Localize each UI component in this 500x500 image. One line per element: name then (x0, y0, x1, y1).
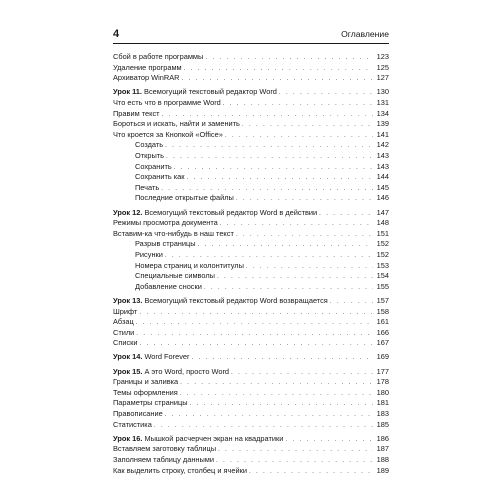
toc-entry-title (113, 367, 229, 378)
toc-entry-text: Шрифт (113, 306, 138, 316)
dot-leader (139, 308, 373, 319)
toc-entry-text: Статистика (113, 419, 152, 429)
toc-page-number: 139 (376, 119, 389, 129)
toc-page-number: 187 (376, 444, 389, 454)
toc-page-number: 144 (376, 172, 389, 182)
table-of-contents (113, 52, 389, 476)
toc-page-number: 189 (376, 465, 389, 475)
dot-leader (223, 99, 373, 110)
dot-leader (154, 421, 373, 432)
toc-page-number: 127 (376, 73, 389, 83)
lesson-label: Урок 13. (113, 295, 143, 305)
toc-entry (113, 455, 389, 466)
toc-entry (113, 317, 389, 328)
toc-entry-text: А это Word, просто Word (144, 366, 230, 376)
toc-entry (113, 229, 389, 240)
toc-page-number: 148 (376, 218, 389, 228)
toc-page-number: 147 (376, 207, 389, 217)
toc-entry-title (135, 250, 163, 261)
toc-page-number: 143 (376, 150, 389, 160)
dot-leader (285, 435, 373, 446)
toc-entry-title (113, 352, 189, 363)
dot-leader (236, 194, 373, 205)
dot-leader (180, 378, 373, 389)
toc-page-number: 131 (376, 97, 389, 107)
toc-page-number: 178 (376, 377, 389, 387)
dot-leader (165, 410, 373, 421)
toc-page-number: 152 (376, 249, 389, 259)
toc-lesson-entry (113, 87, 389, 98)
toc-entry-title (113, 73, 179, 84)
toc-entry-title (135, 239, 196, 250)
toc-lesson-entry (113, 434, 389, 445)
toc-entry (113, 218, 389, 229)
toc-entry-title (135, 183, 159, 194)
toc-page-number: 177 (376, 366, 389, 376)
toc-entry-text: Всемогущий текстовый редактор Word в действии (144, 207, 318, 217)
dot-leader (217, 272, 373, 283)
toc-subentry (113, 261, 389, 272)
toc-entry (113, 466, 389, 477)
dot-leader (136, 318, 373, 329)
toc-entry (113, 109, 389, 120)
toc-entry (113, 52, 389, 63)
page-header (113, 29, 389, 44)
toc-page-number: 152 (376, 239, 389, 249)
dot-leader (231, 368, 373, 379)
toc-subentry (113, 162, 389, 173)
dot-leader (242, 120, 373, 131)
dot-leader (181, 74, 373, 85)
toc-entry-text: Архиватор WinRAR (113, 73, 180, 83)
toc-subentry (113, 250, 389, 261)
dot-leader (220, 219, 373, 230)
toc-entry-text: Всемогущий текстовый редактор Word возвращается (144, 295, 328, 305)
toc-entry-text: Специальные символы (135, 271, 215, 281)
lesson-label: Урок 16. (113, 433, 143, 443)
toc-entry-text: Правим текст (113, 108, 160, 118)
toc-entry-title (113, 338, 138, 349)
toc-page-number: 157 (376, 295, 389, 305)
toc-page-number: 125 (376, 62, 389, 72)
toc-entry-text: Сохранить (135, 161, 172, 171)
toc-entry-title (135, 193, 234, 204)
dot-leader (236, 230, 373, 241)
toc-page-number: 186 (376, 433, 389, 443)
toc-entry-title (113, 377, 178, 388)
toc-entry-title (113, 119, 240, 130)
toc-entry-text: Разрыв страницы (135, 239, 196, 249)
toc-page-number: 169 (376, 352, 389, 362)
toc-page-number: 146 (376, 193, 389, 203)
toc-entry-text: Удаление программ (113, 62, 182, 72)
toc-page-number: 130 (376, 87, 389, 97)
toc-entry (113, 307, 389, 318)
toc-subentry (113, 172, 389, 183)
toc-entry (113, 338, 389, 349)
toc-entry-text: Как выделить строку, столбец и ячейки (113, 465, 247, 475)
toc-page-number: 141 (376, 129, 389, 139)
toc-entry-text: Создать (135, 140, 164, 150)
dot-leader (187, 173, 373, 184)
toc-entry (113, 130, 389, 141)
dot-leader (204, 283, 373, 294)
toc-entry (113, 377, 389, 388)
toc-entry (113, 444, 389, 455)
toc-entry-title (135, 162, 172, 173)
toc-entry-text: Абзац (113, 317, 134, 327)
toc-entry-title (135, 261, 244, 272)
toc-page-number: 123 (376, 52, 389, 61)
dot-leader (279, 88, 373, 99)
dot-leader (249, 467, 373, 478)
toc-subentry (113, 282, 389, 293)
toc-entry-text: Сбой в работе программы (113, 52, 204, 61)
toc-entry-text: Печать (135, 182, 160, 192)
lesson-label: Урок 11. (113, 87, 142, 97)
toc-entry-title (113, 466, 247, 477)
toc-entry-title (113, 229, 234, 240)
toc-page-number: 134 (376, 108, 389, 118)
toc-entry-title (113, 420, 152, 431)
toc-page-number: 145 (376, 182, 389, 192)
toc-page-number: 153 (376, 260, 389, 270)
toc-entry-text: Сохранить как (135, 172, 185, 182)
toc-entry-title (113, 218, 218, 229)
toc-page-number: 167 (376, 338, 389, 348)
toc-entry-title (135, 140, 163, 151)
toc-entry-text: Темы оформления (113, 387, 178, 397)
toc-entry-text: Мышкой расчерчен экран на квадратики (144, 433, 284, 443)
toc-entry-text: Стили (113, 327, 135, 337)
dot-leader (225, 131, 373, 142)
toc-entry (113, 420, 389, 431)
toc-subentry (113, 239, 389, 250)
toc-entry-text: Всемогущий текстовый редактор Word (144, 87, 277, 97)
toc-entry-text: Вставляем заготовку таблицы (113, 444, 217, 454)
toc-entry (113, 409, 389, 420)
toc-entry (113, 328, 389, 339)
running-title: Оглавление (341, 29, 389, 39)
toc-page-number: 161 (376, 317, 389, 327)
dot-leader (166, 152, 373, 163)
toc-entry-text: Правописание (113, 409, 163, 418)
toc-entry-text: Что есть что в программе Word (113, 97, 221, 107)
toc-entry-text: Режимы просмотра документа (113, 218, 218, 228)
toc-page-number: 180 (376, 387, 389, 397)
toc-entry (113, 119, 389, 130)
toc-entry (113, 98, 389, 109)
dot-leader (191, 353, 373, 364)
toc-entry-text: Последние открытые файлы (135, 193, 234, 203)
toc-entry-title (113, 444, 216, 455)
toc-entry-title (113, 98, 221, 109)
toc-entry (113, 398, 389, 409)
toc-entry (113, 73, 389, 84)
toc-page-number: 188 (376, 454, 389, 464)
toc-subentry (113, 183, 389, 194)
toc-page-number: 158 (376, 306, 389, 316)
toc-entry-title (113, 434, 283, 445)
toc-entry-title (135, 151, 164, 162)
toc-page-number: 142 (376, 140, 389, 150)
toc-entry-title (113, 388, 178, 399)
toc-entry-title (135, 271, 215, 282)
dot-leader (330, 297, 373, 308)
dot-leader (180, 389, 373, 400)
toc-entry-text: Списки (113, 338, 138, 348)
toc-page-number: 183 (376, 409, 389, 418)
toc-entry-title (113, 455, 214, 466)
toc-entry-title (113, 307, 137, 318)
toc-entry-title (113, 63, 182, 74)
lesson-label: Урок 15. (113, 366, 143, 376)
toc-page-number: 185 (376, 419, 389, 429)
lesson-label: Урок 14. (113, 352, 143, 362)
toc-entry-title (113, 296, 328, 307)
toc-subentry (113, 140, 389, 151)
toc-entry-text: Границы и заливка (113, 377, 179, 387)
toc-lesson-entry (113, 208, 389, 219)
page-number: 4 (113, 28, 120, 40)
toc-subentry (113, 151, 389, 162)
toc-entry-title (113, 87, 277, 98)
toc-entry-text: Номера страниц и колонтитулы (135, 260, 244, 270)
toc-page-number: 143 (376, 161, 389, 171)
toc-lesson-entry (113, 296, 389, 307)
dot-leader (136, 329, 373, 340)
toc-entry-text: Заполняем таблицу данными (113, 454, 215, 464)
dot-leader (140, 339, 373, 350)
toc-page-number: 151 (376, 228, 389, 238)
toc-entry-text: Word Forever (144, 352, 190, 362)
toc-entry-text: Добавление сноски (135, 281, 202, 291)
toc-entry (113, 388, 389, 399)
toc-entry-title (113, 317, 134, 328)
toc-entry-text: Открыть (135, 150, 165, 160)
dot-leader (205, 53, 373, 64)
toc-page-number: 154 (376, 271, 389, 281)
toc-entry (113, 63, 389, 74)
toc-entry-text: Рисунки (135, 249, 163, 259)
dot-leader (319, 209, 373, 220)
dot-leader (165, 141, 373, 152)
toc-entry-title (135, 172, 185, 183)
toc-entry-title (113, 52, 203, 63)
toc-entry-text: Что кроется за Кнопкой «Office» (113, 129, 223, 139)
lesson-label: Урок 12. (113, 207, 143, 217)
toc-subentry (113, 193, 389, 204)
toc-page-number: 155 (376, 281, 389, 291)
toc-entry-title (113, 130, 223, 141)
toc-entry-title (113, 208, 317, 219)
toc-subentry (113, 271, 389, 282)
toc-page-number: 181 (376, 398, 389, 408)
dot-leader (198, 240, 373, 251)
dot-leader (246, 262, 373, 273)
dot-leader (218, 445, 373, 456)
toc-entry-text: Параметры страницы (113, 398, 188, 408)
toc-lesson-entry (113, 352, 389, 363)
dot-leader (174, 163, 373, 174)
dot-leader (184, 64, 373, 75)
toc-entry-title (135, 282, 202, 293)
toc-entry-text: Бороться и искать, найти и заменить (113, 119, 240, 129)
toc-lesson-entry (113, 367, 389, 378)
toc-entry-title (113, 328, 134, 339)
toc-entry-title (113, 398, 188, 409)
toc-page-number: 166 (376, 327, 389, 337)
dot-leader (190, 399, 373, 410)
toc-entry-title (113, 109, 160, 120)
toc-entry-title (113, 409, 163, 420)
toc-entry-text: Вставим-ка что-нибудь в наш текст (113, 228, 234, 238)
